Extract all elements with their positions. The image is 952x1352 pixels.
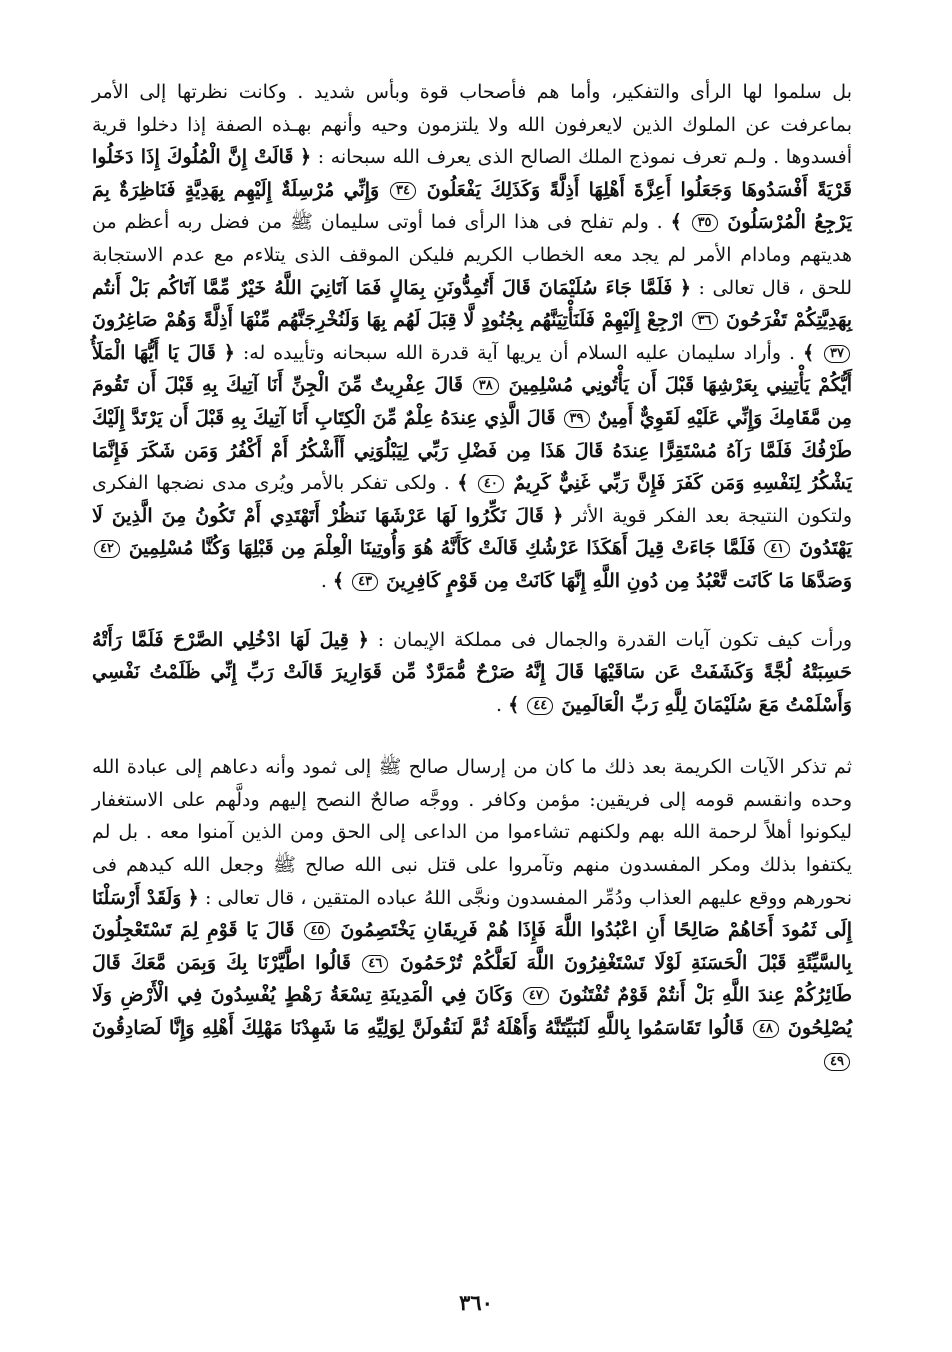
quran-verse-text: قَالُوا تَقَاسَمُوا بِاللَّهِ لَنُبَيِّتَنَّهُ وَأَهْلَهُ ثُمَّ لَنَقُولَنَّ لِوَلِيِّهِ مَا شَهِدْنَا مَهْلِكَ أَهْلِهِ وَإِنَّا لَصَادِقُونَ: [92, 1017, 744, 1040]
quran-close-bracket: ﴾: [508, 693, 520, 716]
prose-text: بل سلموا لها الرأى والتفكير، وأما هم فأصحاب قوة وبأس شديد . وكانت نظرتها إلى الأمر بماعرفت عن الملوك الذين لايعرفون الله ولا يلتزمون وحيه وأنهم بهـذه الصفة إذا دخلوا قرية أفسدوها . ولـم تعرف نموذج الملك الصالح الذى يعرف الله سبحانه :: [92, 81, 852, 169]
verse-number-marker: ٤٧: [523, 987, 549, 1005]
verse-number-marker: ٤٣: [352, 573, 378, 591]
quran-open-bracket: ﴿: [187, 886, 199, 909]
quran-verse-text: قَالَتْ إِنَّ الْمُلُوكَ إِذَا دَخَلُوا قَرْيَةً أَفْسَدُوهَا وَجَعَلُوا أَعِزَّةَ أَهْلِهَا أَذِلَّةً وَكَذَلِكَ يَفْعَلُونَ: [92, 146, 852, 201]
verse-number-marker: ٤١: [764, 540, 790, 558]
verse-number-marker: ٤٦: [362, 955, 388, 973]
quran-verse-text: قَالَ نَكِّرُوا لَهَا عَرْشَهَا نَنظُرْ أَتَهْتَدِي أَمْ تَكُونُ مِنَ الَّذِينَ لَا يَهْتَدُونَ: [92, 504, 852, 560]
quran-open-bracket: ﴿: [223, 341, 235, 364]
quran-verse-text: فَلَمَّا جَاءَتْ قِيلَ أَهَكَذَا عَرْشُكِ قَالَتْ كَأَنَّهُ هُوَ وَأُوتِينَا الْعِلْمَ مِن قَبْلِهَا وَكُنَّا مُسْلِمِينَ: [128, 537, 756, 560]
prose-text: ورأت كيف تكون آيات القدرة والجمال فى مملكة الإيمان :: [377, 628, 852, 651]
verse-number-marker: ٣٤: [390, 182, 416, 200]
verse-number-marker: ٤٥: [304, 922, 330, 940]
quran-verse-text: قَالَ الَّذِي عِندَهُ عِلْمٌ مِّنَ الْكِتَابِ أَنَا آتِيكَ بِهِ قَبْلَ أَن يَرْتَدَّ إِلَيْكَ طَرْفُكَ فَلَمَّا رَآهُ مُسْتَقِرًّا عِندَهُ قَالَ هَذَا مِن فَضْلِ رَبِّي لِيَبْلُوَنِي أَأَشْكُرُ أَمْ أَكْفُرُ وَمَن شَكَرَ فَإِنَّمَا يَشْكُرُ لِنَفْسِهِ وَمَن كَفَرَ فَإِنَّ رَبِّي غَنِيٌّ كَرِيمٌ: [92, 406, 852, 495]
page-body: [92, 76, 852, 1306]
quran-close-bracket: ﴾: [802, 341, 815, 364]
quran-open-bracket: ﴿: [300, 146, 312, 169]
prose-text: . وأراد سليمان عليه السلام أن يريها آية قدرة الله سبحانه وتأييده له:: [242, 341, 795, 364]
quran-close-bracket: ﴾: [670, 211, 682, 234]
verse-number-marker: ٤٤: [527, 697, 553, 715]
quran-close-bracket: ﴾: [332, 569, 345, 592]
quran-verse-text: قَالَ يَا قَوْمِ لِمَ تَسْتَعْجِلُونَ بِالسَّيِّئَةِ قَبْلَ الْحَسَنَةِ لَوْلَا تَسْتَغْفِرُونَ اللَّهَ لَعَلَّكُمْ تُرْحَمُونَ: [92, 919, 852, 974]
quran-verse-text: وَكَانَ فِي الْمَدِينَةِ تِسْعَةُ رَهْطٍ يُفْسِدُونَ فِي الْأَرْضِ وَلَا يُصْلِحُونَ: [92, 984, 852, 1040]
quran-close-bracket: ﴾: [457, 472, 469, 495]
prose-text: . ولم تفلح فى هذا الرأى فما أوتى سليمان ﷺ من فضل ربه أعظم من هديتهم ومادام الأمر لم يجد معه الخطاب الكريم فليكن الموقف الذى يتلاءم مع عدم الاستجابة للحق ، قال تعالى :: [92, 211, 852, 299]
verse-number-marker: ٣٨: [473, 377, 499, 395]
verse-number-marker: ٤٠: [478, 475, 504, 493]
quran-verse-text: قَالَ عِفْرِيتٌ مِّنَ الْجِنِّ أَنَا آتِيكَ بِهِ قَبْلَ أَن تَقُومَ مِن مَّقَامِكَ وَإِنِّي عَلَيْهِ لَقَوِيٌّ أَمِينٌ: [92, 374, 852, 429]
quran-verse-text: قَالُوا اطَّيَّرْنَا بِكَ وَبِمَن مَّعَكَ قَالَ طَائِرُكُمْ عِندَ اللَّهِ بَلْ أَنتُمْ قَوْمٌ تُفْتَنُونَ: [92, 951, 852, 1007]
quran-open-bracket: ﴿: [679, 276, 691, 299]
quran-verse-text: وَلَقَدْ أَرْسَلْنَا إِلَى ثَمُودَ أَخَاهُمْ صَالِحًا أَنِ اعْبُدُوا اللَّهَ فَإِذَا هُمْ فَرِيقَانِ يَخْتَصِمُونَ: [92, 886, 852, 942]
paragraph-2: [92, 624, 852, 722]
quran-open-bracket: ﴿: [552, 504, 564, 527]
page-number: ٣٦٠: [459, 1290, 493, 1315]
verse-number-marker: ٣٩: [564, 410, 590, 428]
verse-number-marker: ٤٢: [94, 540, 120, 558]
prose-text: .: [320, 569, 327, 592]
verse-number-marker: ٣٧: [824, 345, 850, 363]
verse-number-marker: ٣٥: [692, 214, 718, 232]
quran-open-bracket: ﴿: [357, 628, 369, 651]
quran-verse-text: فَلَمَّا جَاءَ سُلَيْمَانَ قَالَ أَتُمِدُّونَنِ بِمَالٍ فَمَا آتَانِيَ اللَّهُ خَيْرٌ مِّمَّا آتَاكُم بَلْ أَنتُم بِهَدِيَّتِكُمْ تَفْرَحُونَ: [92, 276, 852, 332]
quran-verse-text: ارْجِعْ إِلَيْهِمْ فَلَنَأْتِيَنَّهُم بِجُنُودٍ لَّا قِبَلَ لَهُم بِهَا وَلَنُخْرِجَنَّهُم مِّنْهَا أَذِلَّةً وَهُمْ صَاغِرُونَ: [92, 309, 684, 332]
paragraph-3: [92, 751, 852, 1077]
prose-text: . ولكى تفكر بالأمر ويُرى مدى نضجها الفكرى ولتكون النتيجة بعد الفكر قوية الأثر: [92, 472, 853, 527]
quran-verse-text: قَالَ يَا أَيُّهَا الْمَلَأُ أَيُّكُمْ يَأْتِينِي بِعَرْشِهَا قَبْلَ أَن يَأْتُونِي مُسْلِمِينَ: [92, 341, 852, 397]
prose-text: .: [496, 693, 503, 716]
verse-number-marker: ٣٦: [692, 312, 718, 330]
verse-number-marker: ٤٨: [753, 1020, 779, 1038]
quran-verse-text: وَإِنِّي مُرْسِلَةٌ إِلَيْهِم بِهَدِيَّةٍ فَنَاظِرَةٌ بِمَ يَرْجِعُ الْمُرْسَلُونَ: [92, 178, 852, 234]
paragraph-1: [92, 76, 852, 598]
quran-verse-text: وَصَدَّهَا مَا كَانَت تَّعْبُدُ مِن دُونِ اللَّهِ إِنَّهَا كَانَتْ مِن قَوْمٍ كَافِرِينَ: [386, 569, 852, 592]
verse-number-marker: ٤٩: [824, 1053, 850, 1071]
quran-verse-text: قِيلَ لَهَا ادْخُلِي الصَّرْحَ فَلَمَّا رَأَتْهُ حَسِبَتْهُ لُجَّةً وَكَشَفَتْ عَن سَاقَيْهَا قَالَ إِنَّهُ صَرْحٌ مُّمَرَّدٌ مِّن قَوَارِيرَ قَالَتْ رَبِّ إِنِّي ظَلَمْتُ نَفْسِي وَأَسْلَمْتُ مَعَ سُلَيْمَانَ لِلَّهِ رَبِّ الْعَالَمِينَ: [92, 628, 852, 716]
prose-text: ثم تذكر الآيات الكريمة بعد ذلك ما كان من إرسال صالح ﷺ إلى ثمود وأنه دعاهم إلى عبادة الله وحده وانقسم قومه إلى فريقين: مؤمن وكافر . ووجَّه صالحٌ النصح إليهم ودلَّهم على الاستغفار ليكونوا أهلاً لرحمة الله بهم ولكنهم تشاءموا من الداعى إلى الحق ومن الذين آمنوا معه . بل لم يكتفوا بذلك ومكر المفسدون منهم وتآمروا على قتل نبى الله صالح ﷺ وجعل الله كيدهم فى نحورهم ووقع عليهم العذاب ودُمِّر المفسدون ونجَّى اللهُ عباده المتقين ، قال تعالى :: [92, 756, 853, 909]
